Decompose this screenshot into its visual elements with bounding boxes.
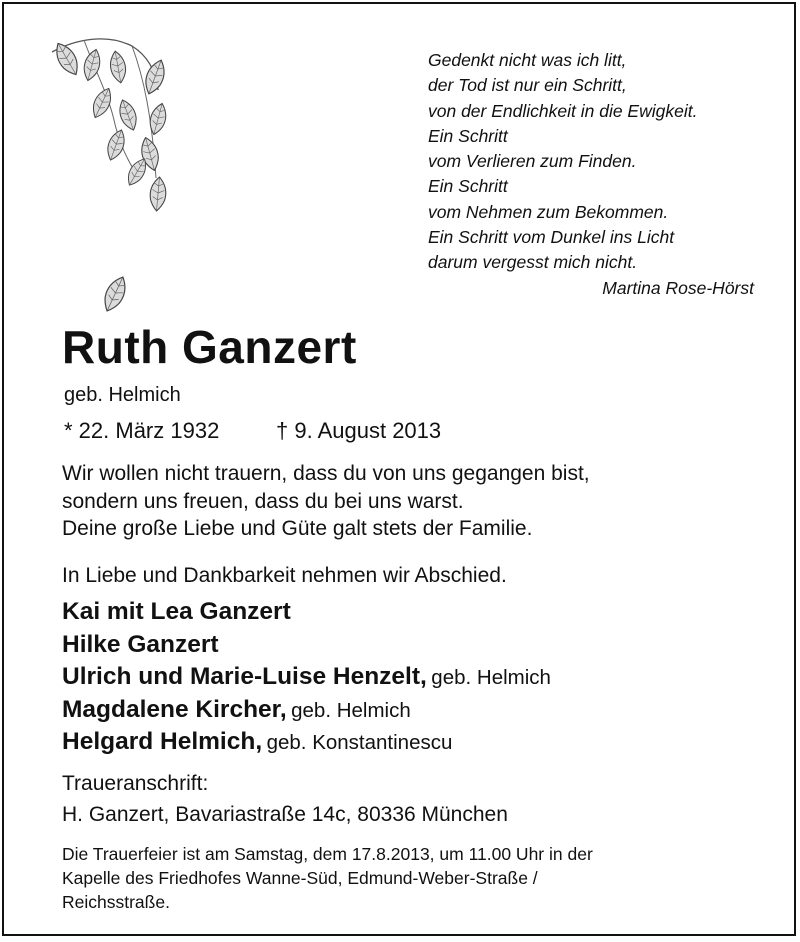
address-label: Traueranschrift: [62,772,209,795]
maiden-name: geb. Helmich [64,384,181,406]
family-member-name: Hilke Ganzert [62,630,219,658]
deceased-name: Ruth Ganzert [62,321,357,373]
ceremony-line: Kapelle des Friedhofes Wanne-Süd, Edmund-Weber-Straße / [62,868,538,888]
obituary-notice [2,2,796,936]
message-line: Deine große Liebe und Güte galt stets der Familie. [62,517,533,540]
address-line: H. Ganzert, Bavariastraße 14c, 80336 München [62,803,508,826]
poem-line: vom Verlieren zum Finden. [428,151,637,172]
message-line: Wir wollen nicht trauern, dass du von uns gegangen bist, [62,462,590,485]
family-member [62,598,551,631]
ceremony-line: Reichsstraße. [62,892,170,912]
poem-line: der Tod ist nur ein Schritt, [428,75,627,96]
family-member-birth-name: geb. Konstantinescu [266,731,453,754]
birth-date: * 22. März 1932 [64,418,220,443]
family-member-name: Helgard Helmich, [62,728,263,755]
family-member [62,696,551,729]
family-member-name: Ulrich und Marie-Luise Henzelt, [62,663,427,690]
funeral-details [62,842,762,914]
memorial-message [62,460,590,543]
mourning-address [62,768,508,830]
family-member [62,631,551,664]
ceremony-line: Die Trauerfeier ist am Samstag, dem 17.8.2013, um 11.00 Uhr in der [62,844,593,864]
family-list [62,598,551,761]
life-dates [64,418,442,444]
poem-author: Martina Rose-Hörst [602,277,754,298]
poem-line: Gedenkt nicht was ich litt, [428,50,627,70]
family-member [62,728,551,761]
family-member-birth-name: geb. Helmich [431,666,551,689]
poem-line: Ein Schritt [428,125,508,146]
poem [428,48,778,301]
poem-line: Ein Schritt vom Dunkel ins Licht [428,227,675,248]
death-date: † 9. August 2013 [276,418,442,443]
family-member-birth-name: geb. Helmich [291,698,411,722]
birch-leaves-icon [48,28,188,328]
family-member-name: Magdalene Kircher, [62,695,287,723]
poem-line: vom Nehmen zum Bekommen. [428,201,669,222]
family-member-name: Kai mit Lea Ganzert [62,598,291,625]
poem-line: Ein Schritt [428,176,508,197]
family-member [62,663,551,696]
poem-line: darum vergesst mich nicht. [428,252,638,273]
farewell-line: In Liebe und Dankbarkeit nehmen wir Abschied. [62,564,507,587]
poem-line: von der Endlichkeit in die Ewigkeit. [428,100,698,121]
message-line: sondern uns freuen, dass du bei uns warst. [62,489,464,513]
